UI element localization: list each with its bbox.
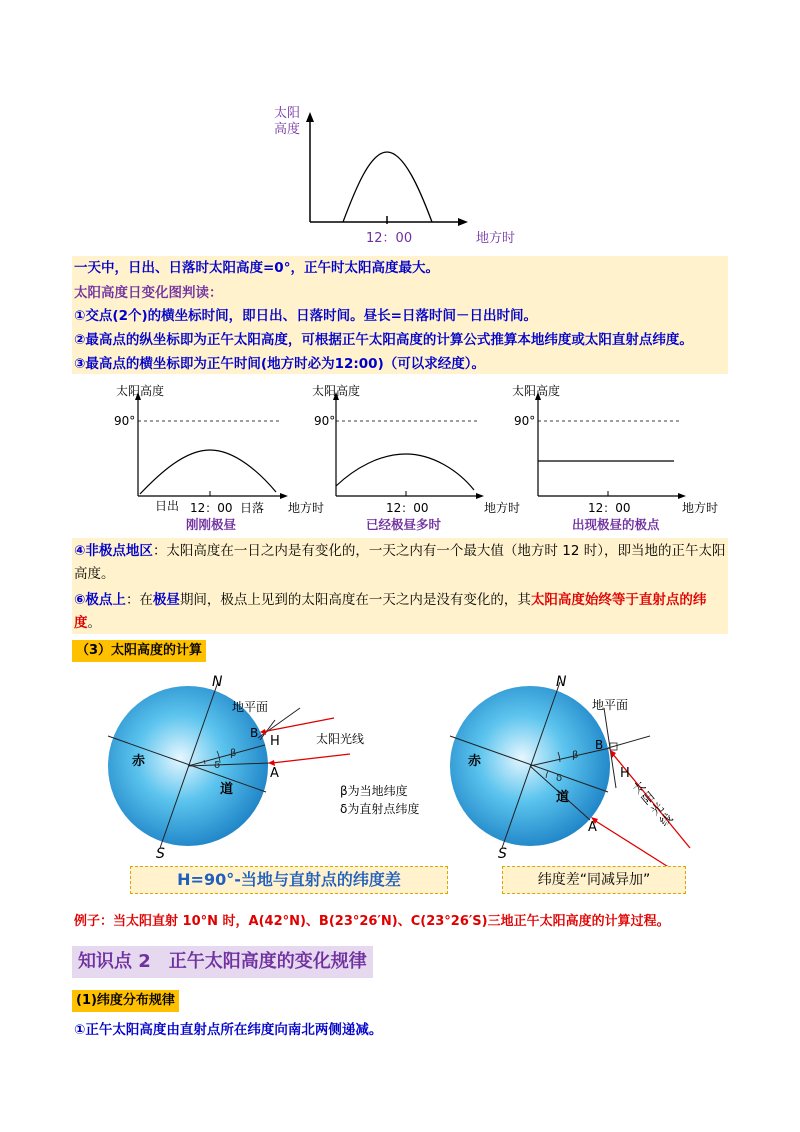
right-beta: β <box>572 750 579 761</box>
left-legend1: β为当地纬度 <box>340 784 408 798</box>
section-3-title: （3）太阳高度的计算 <box>72 640 206 662</box>
formula-right: 纬度差“同减异加” <box>502 866 686 894</box>
top-chart <box>260 100 540 250</box>
c3-x-label: 地方时 <box>682 501 719 515</box>
chart-just-polar-day <box>135 392 288 499</box>
left-delta: δ <box>214 760 221 771</box>
left-h: H <box>270 734 280 749</box>
box2-p2-c: 期间，极点上见到的太阳高度在一天之内是没有变化的，其 <box>179 592 531 608</box>
box2-p2-a: ：在 <box>125 592 153 608</box>
noon-label: 12：00 <box>366 231 413 246</box>
right-s: S <box>498 846 507 862</box>
c1-caption: 刚刚极昼 <box>186 517 237 532</box>
knowledge-point-2-title: 知识点 2 正午太阳高度的变化规律 <box>72 946 373 978</box>
c2-y-label: 太阳高度 <box>312 384 361 398</box>
right-h: H <box>620 766 630 781</box>
c1-sunrise: 日出 <box>155 499 180 513</box>
box2-p2-head: ⑥极点上 <box>74 592 126 608</box>
left-beta: β <box>230 748 237 759</box>
curve-2 <box>336 454 474 490</box>
c1-y-label: 太阳高度 <box>116 384 165 398</box>
c3-caption: 出现极昼的极点 <box>572 517 660 532</box>
box1-line4: ②最高点的纵坐标即为正午太阳高度，可根据正午太阳高度的计算公式推算本地纬度或太阳直射点纬度。 <box>74 332 693 348</box>
right-b: B <box>595 738 604 752</box>
c1-sunset: 日落 <box>240 501 265 515</box>
left-legend2: δ为直射点纬度 <box>340 802 420 816</box>
c1-noon: 12：00 <box>190 501 233 515</box>
box2-p2-b: 极昼 <box>152 592 180 608</box>
y-label-line1: 太阳 <box>274 106 301 121</box>
box2-p2 <box>74 589 726 635</box>
example-text: 例子：当太阳直射 10°N 时，A(42°N)、B(23°26′N)、C(23°26′S)三地正午太阳高度的计算过程。 <box>74 914 670 929</box>
right-sunray: 太阳光线 <box>630 778 676 829</box>
c3-ninety: 90° <box>514 414 536 428</box>
y-label-line2: 高度 <box>274 122 301 137</box>
box2-p1-head: ④非极点地区 <box>74 543 153 559</box>
right-globe <box>450 682 690 868</box>
box2-p1 <box>74 540 726 586</box>
c2-x-label: 地方时 <box>484 501 521 515</box>
left-horizon: 地平面 <box>232 700 269 714</box>
x-axis-label: 地方时 <box>476 231 516 246</box>
y-axis-label <box>274 106 300 138</box>
right-n: N <box>556 674 567 690</box>
chart-long-polar-day <box>333 392 484 499</box>
sun-altitude-curve <box>343 152 432 222</box>
chart-pole <box>535 392 686 499</box>
right-dao: 道 <box>556 790 570 805</box>
left-s: S <box>156 846 165 862</box>
left-a: A <box>270 766 279 781</box>
sub-section-1: (1)纬度分布规律 <box>72 990 179 1012</box>
box2-p1-body: ：太阳高度在一日之内是有变化的，一天之内有一个最大值（地方时 12 时），即当地的正午太阳高度。 <box>74 543 726 582</box>
right-horizon: 地平面 <box>592 698 629 712</box>
box2-p2-end: 。 <box>87 615 101 631</box>
c2-noon: 12：00 <box>386 501 429 515</box>
right-delta: δ <box>556 773 563 784</box>
c2-caption: 已经极昼多时 <box>366 517 442 532</box>
y-arrow <box>306 112 314 122</box>
x-arrow <box>458 218 468 226</box>
c1-ninety: 90° <box>114 414 136 428</box>
box2-p2-red: 太阳高度始终等于直射点的纬度 <box>74 592 707 631</box>
rule-1: ①正午太阳高度由直射点所在纬度向南北两侧递减。 <box>74 1022 383 1038</box>
left-b: B <box>250 726 259 740</box>
box1-line1: 一天中，日出、日落时太阳高度=0°，正午时太阳高度最大。 <box>74 260 439 276</box>
c2-ninety: 90° <box>314 414 336 428</box>
box1-line3: ①交点(2个)的横坐标时间，即日出、日落时间。昼长=日落时间－日出时间。 <box>74 308 537 324</box>
formula-left: H=90°-当地与直射点的纬度差 <box>130 866 448 894</box>
right-a: A <box>588 820 597 835</box>
left-sunray: 太阳光线 <box>316 732 365 746</box>
c3-noon: 12：00 <box>588 501 631 515</box>
c1-x-label: 地方时 <box>288 501 325 515</box>
curve-1 <box>140 450 276 494</box>
box1-line2: 太阳高度日变化图判读： <box>74 285 223 301</box>
three-charts <box>100 378 720 534</box>
right-chi: 赤 <box>468 754 482 769</box>
left-n: N <box>212 674 223 690</box>
box1-line5: ③最高点的横坐标即为正午时间(地方时必为12:00)（可以求经度）。 <box>74 356 485 372</box>
left-dao: 道 <box>220 782 234 797</box>
c3-y-label: 太阳高度 <box>512 384 561 398</box>
left-chi: 赤 <box>132 754 146 769</box>
